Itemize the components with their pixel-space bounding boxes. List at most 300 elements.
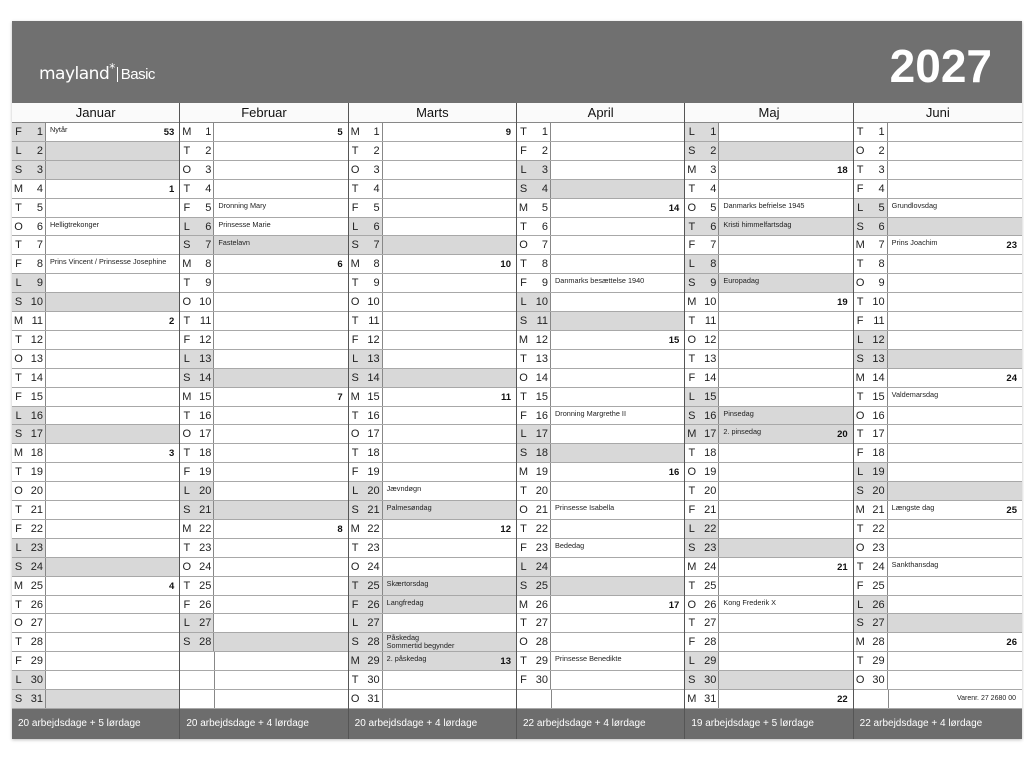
day-row[interactable] [854, 482, 1022, 501]
day-row[interactable] [12, 425, 179, 444]
day-row[interactable] [349, 369, 516, 388]
day-row[interactable] [685, 558, 852, 577]
day-note-cell[interactable] [551, 463, 684, 481]
day-note-cell[interactable] [888, 539, 1022, 557]
day-row[interactable] [854, 123, 1022, 142]
day-note-cell[interactable] [46, 255, 179, 273]
day-row[interactable] [517, 236, 684, 255]
day-note-cell[interactable] [719, 520, 852, 538]
day-note-cell[interactable] [383, 652, 516, 670]
day-row[interactable] [180, 614, 347, 633]
day-row[interactable] [685, 255, 852, 274]
day-row[interactable] [180, 331, 347, 350]
day-note-cell[interactable] [551, 501, 684, 519]
day-row[interactable] [517, 388, 684, 407]
day-note-cell[interactable] [383, 425, 516, 443]
day-note-cell[interactable] [214, 482, 347, 500]
day-row[interactable] [517, 199, 684, 218]
day-note-cell[interactable] [888, 123, 1022, 141]
day-row[interactable] [685, 577, 852, 596]
day-note-cell[interactable] [551, 142, 684, 160]
day-note-cell[interactable] [719, 482, 852, 500]
day-note-cell[interactable] [383, 482, 516, 500]
day-note-cell[interactable] [383, 123, 516, 141]
day-row[interactable] [517, 142, 684, 161]
day-note-cell[interactable] [551, 218, 684, 236]
day-row[interactable] [12, 652, 179, 671]
day-note-cell[interactable] [383, 407, 516, 425]
day-row[interactable] [180, 633, 347, 652]
day-note-cell[interactable] [551, 596, 684, 614]
day-note-cell[interactable] [214, 633, 347, 651]
day-row[interactable] [349, 407, 516, 426]
day-row[interactable] [685, 180, 852, 199]
day-row[interactable] [517, 255, 684, 274]
day-note-cell[interactable] [46, 444, 179, 462]
day-row[interactable] [854, 161, 1022, 180]
day-note-cell[interactable] [888, 444, 1022, 462]
day-note-cell[interactable] [214, 293, 347, 311]
day-note-cell[interactable] [214, 161, 347, 179]
day-note-cell[interactable] [888, 350, 1022, 368]
day-note-cell[interactable] [888, 369, 1022, 387]
day-row[interactable] [349, 444, 516, 463]
day-note-cell[interactable] [888, 218, 1022, 236]
day-row[interactable] [180, 199, 347, 218]
day-note-cell[interactable] [383, 690, 516, 708]
day-note-cell[interactable] [719, 161, 852, 179]
day-note-cell[interactable] [719, 577, 852, 595]
day-note-cell[interactable] [551, 180, 684, 198]
day-note-cell[interactable] [214, 199, 347, 217]
day-row[interactable] [180, 218, 347, 237]
day-row[interactable] [854, 558, 1022, 577]
day-row[interactable] [517, 274, 684, 293]
day-note-cell[interactable] [888, 633, 1022, 651]
day-row[interactable] [180, 520, 347, 539]
day-note-cell[interactable] [888, 577, 1022, 595]
day-row[interactable] [854, 274, 1022, 293]
day-note-cell[interactable] [214, 444, 347, 462]
day-row[interactable] [349, 614, 516, 633]
day-row[interactable] [517, 407, 684, 426]
day-note-cell[interactable] [888, 161, 1022, 179]
day-row[interactable] [854, 180, 1022, 199]
day-note-cell[interactable] [888, 596, 1022, 614]
day-note-cell[interactable] [888, 558, 1022, 576]
day-row[interactable] [180, 161, 347, 180]
day-row[interactable] [517, 463, 684, 482]
day-note-cell[interactable] [46, 161, 179, 179]
day-note-cell[interactable] [719, 463, 852, 481]
day-note-cell[interactable] [46, 180, 179, 198]
day-row[interactable] [854, 463, 1022, 482]
day-row[interactable] [517, 350, 684, 369]
day-row[interactable] [12, 142, 179, 161]
day-note-cell[interactable] [214, 596, 347, 614]
day-row[interactable] [180, 444, 347, 463]
day-row[interactable] [517, 482, 684, 501]
day-row[interactable] [349, 180, 516, 199]
day-note-cell[interactable] [551, 407, 684, 425]
day-note-cell[interactable] [383, 520, 516, 538]
day-row[interactable] [685, 331, 852, 350]
day-note-cell[interactable] [719, 350, 852, 368]
day-row[interactable] [12, 369, 179, 388]
day-note-cell[interactable] [888, 293, 1022, 311]
day-row[interactable] [685, 614, 852, 633]
day-row[interactable] [180, 596, 347, 615]
day-row[interactable] [517, 596, 684, 615]
day-note-cell[interactable] [551, 236, 684, 254]
day-note-cell[interactable] [214, 558, 347, 576]
day-note-cell[interactable] [551, 425, 684, 443]
day-row[interactable] [180, 274, 347, 293]
day-note-cell[interactable] [719, 633, 852, 651]
day-row[interactable] [349, 425, 516, 444]
day-note-cell[interactable] [551, 274, 684, 292]
day-note-cell[interactable] [46, 596, 179, 614]
day-row[interactable] [180, 388, 347, 407]
day-note-cell[interactable] [383, 558, 516, 576]
day-row[interactable] [685, 312, 852, 331]
day-note-cell[interactable] [888, 180, 1022, 198]
day-note-cell[interactable] [214, 369, 347, 387]
day-note-cell[interactable] [214, 274, 347, 292]
day-row[interactable] [349, 539, 516, 558]
day-row[interactable] [685, 199, 852, 218]
day-note-cell[interactable] [551, 539, 684, 557]
day-note-cell[interactable] [888, 312, 1022, 330]
day-row[interactable] [12, 558, 179, 577]
day-note-cell[interactable] [214, 614, 347, 632]
day-note-cell[interactable] [719, 142, 852, 160]
day-row[interactable] [685, 388, 852, 407]
day-note-cell[interactable] [719, 558, 852, 576]
day-row[interactable] [12, 180, 179, 199]
day-note-cell[interactable] [46, 633, 179, 651]
day-row[interactable] [349, 388, 516, 407]
day-row[interactable] [517, 558, 684, 577]
day-row[interactable] [854, 388, 1022, 407]
day-row[interactable] [349, 690, 516, 709]
day-note-cell[interactable] [383, 218, 516, 236]
day-note-cell[interactable] [719, 218, 852, 236]
day-note-cell[interactable] [719, 425, 852, 443]
day-note-cell[interactable] [46, 293, 179, 311]
day-note-cell[interactable] [719, 236, 852, 254]
day-note-cell[interactable] [551, 312, 684, 330]
day-note-cell[interactable] [46, 218, 179, 236]
day-row[interactable] [12, 539, 179, 558]
day-row[interactable] [180, 255, 347, 274]
day-note-cell[interactable] [383, 331, 516, 349]
day-row[interactable] [12, 463, 179, 482]
day-note-cell[interactable] [383, 161, 516, 179]
day-row[interactable] [12, 236, 179, 255]
day-note-cell[interactable] [383, 180, 516, 198]
day-row[interactable] [854, 142, 1022, 161]
day-row[interactable] [685, 690, 852, 709]
day-row[interactable] [349, 633, 516, 652]
day-note-cell[interactable] [214, 463, 347, 481]
day-row[interactable] [349, 577, 516, 596]
day-note-cell[interactable] [719, 123, 852, 141]
day-note-cell[interactable] [719, 596, 852, 614]
day-row[interactable] [517, 369, 684, 388]
day-row[interactable] [854, 444, 1022, 463]
day-note-cell[interactable] [551, 577, 684, 595]
day-row[interactable] [854, 293, 1022, 312]
day-note-cell[interactable] [383, 142, 516, 160]
day-note-cell[interactable] [551, 331, 684, 349]
day-row[interactable] [349, 142, 516, 161]
day-note-cell[interactable] [214, 255, 347, 273]
day-note-cell[interactable] [551, 671, 684, 689]
day-row[interactable] [349, 652, 516, 671]
day-row[interactable] [854, 425, 1022, 444]
day-note-cell[interactable] [46, 425, 179, 443]
day-note-cell[interactable] [383, 236, 516, 254]
day-row[interactable] [180, 180, 347, 199]
day-row[interactable] [349, 312, 516, 331]
day-row[interactable] [12, 444, 179, 463]
day-row[interactable] [12, 199, 179, 218]
day-note-cell[interactable] [214, 501, 347, 519]
day-row[interactable] [517, 633, 684, 652]
day-row[interactable] [349, 218, 516, 237]
day-note-cell[interactable] [551, 652, 684, 670]
day-row[interactable] [517, 425, 684, 444]
day-note-cell[interactable] [719, 293, 852, 311]
day-note-cell[interactable] [888, 331, 1022, 349]
day-note-cell[interactable] [383, 596, 516, 614]
day-row[interactable] [12, 614, 179, 633]
day-row[interactable] [854, 236, 1022, 255]
day-row[interactable] [854, 671, 1022, 690]
day-row[interactable] [180, 425, 347, 444]
day-row[interactable] [12, 312, 179, 331]
day-row[interactable] [349, 671, 516, 690]
day-row[interactable] [180, 293, 347, 312]
day-row[interactable] [854, 407, 1022, 426]
day-note-cell[interactable] [888, 255, 1022, 273]
day-note-cell[interactable] [383, 671, 516, 689]
day-note-cell[interactable] [214, 577, 347, 595]
day-note-cell[interactable] [46, 236, 179, 254]
day-row[interactable] [12, 350, 179, 369]
day-note-cell[interactable] [214, 180, 347, 198]
day-note-cell[interactable] [46, 388, 179, 406]
day-row[interactable] [349, 596, 516, 615]
day-note-cell[interactable] [383, 293, 516, 311]
day-row[interactable] [349, 161, 516, 180]
day-row[interactable] [685, 633, 852, 652]
day-row[interactable] [12, 274, 179, 293]
day-note-cell[interactable] [888, 407, 1022, 425]
day-note-cell[interactable] [46, 123, 179, 141]
day-row[interactable] [12, 596, 179, 615]
day-row[interactable] [854, 614, 1022, 633]
day-note-cell[interactable] [551, 444, 684, 462]
day-note-cell[interactable] [46, 671, 179, 689]
day-note-cell[interactable] [214, 425, 347, 443]
day-row[interactable] [517, 520, 684, 539]
day-note-cell[interactable] [551, 350, 684, 368]
day-row[interactable] [12, 407, 179, 426]
day-note-cell[interactable] [888, 501, 1022, 519]
day-note-cell[interactable] [719, 274, 852, 292]
day-note-cell[interactable] [719, 312, 852, 330]
day-row[interactable] [685, 218, 852, 237]
day-row[interactable] [12, 482, 179, 501]
day-note-cell[interactable] [888, 520, 1022, 538]
day-row[interactable] [685, 236, 852, 255]
day-row[interactable] [180, 312, 347, 331]
day-note-cell[interactable] [46, 142, 179, 160]
day-row[interactable] [517, 444, 684, 463]
day-row[interactable] [517, 577, 684, 596]
day-note-cell[interactable] [214, 123, 347, 141]
day-row[interactable] [12, 633, 179, 652]
day-note-cell[interactable] [551, 369, 684, 387]
day-row[interactable] [180, 463, 347, 482]
day-row[interactable] [517, 501, 684, 520]
day-note-cell[interactable] [214, 142, 347, 160]
day-note-cell[interactable] [214, 407, 347, 425]
day-note-cell[interactable] [46, 199, 179, 217]
day-note-cell[interactable] [888, 199, 1022, 217]
day-note-cell[interactable] [719, 444, 852, 462]
day-row[interactable] [349, 463, 516, 482]
day-row[interactable] [517, 331, 684, 350]
day-row[interactable] [180, 350, 347, 369]
day-note-cell[interactable] [888, 671, 1022, 689]
day-row[interactable] [685, 463, 852, 482]
day-note-cell[interactable] [46, 463, 179, 481]
day-note-cell[interactable] [383, 388, 516, 406]
day-note-cell[interactable] [719, 614, 852, 632]
day-note-cell[interactable] [214, 388, 347, 406]
day-note-cell[interactable] [46, 482, 179, 500]
day-row[interactable] [854, 331, 1022, 350]
day-row[interactable] [685, 293, 852, 312]
day-note-cell[interactable] [214, 520, 347, 538]
day-note-cell[interactable] [214, 236, 347, 254]
day-row[interactable] [854, 369, 1022, 388]
day-row[interactable] [12, 293, 179, 312]
day-row[interactable] [854, 255, 1022, 274]
day-note-cell[interactable] [888, 482, 1022, 500]
day-row[interactable] [180, 501, 347, 520]
day-note-cell[interactable] [46, 652, 179, 670]
day-note-cell[interactable] [551, 633, 684, 651]
day-note-cell[interactable] [719, 407, 852, 425]
day-row[interactable] [349, 331, 516, 350]
day-row[interactable] [349, 199, 516, 218]
day-row[interactable] [12, 123, 179, 142]
day-note-cell[interactable] [46, 407, 179, 425]
day-row[interactable] [349, 255, 516, 274]
day-note-cell[interactable] [888, 388, 1022, 406]
day-row[interactable] [517, 123, 684, 142]
day-row[interactable] [12, 331, 179, 350]
day-row[interactable] [180, 482, 347, 501]
day-note-cell[interactable] [551, 255, 684, 273]
day-note-cell[interactable] [383, 614, 516, 632]
day-row[interactable] [349, 123, 516, 142]
day-row[interactable] [180, 577, 347, 596]
day-row[interactable] [180, 369, 347, 388]
day-row[interactable] [12, 671, 179, 690]
day-row[interactable] [349, 501, 516, 520]
day-note-cell[interactable] [46, 501, 179, 519]
day-row[interactable] [12, 501, 179, 520]
day-note-cell[interactable] [719, 255, 852, 273]
day-row[interactable] [349, 236, 516, 255]
day-row[interactable] [685, 671, 852, 690]
day-note-cell[interactable] [719, 331, 852, 349]
day-row[interactable] [685, 596, 852, 615]
day-note-cell[interactable] [214, 218, 347, 236]
day-row[interactable] [349, 558, 516, 577]
day-note-cell[interactable] [383, 539, 516, 557]
day-note-cell[interactable] [551, 388, 684, 406]
day-note-cell[interactable] [383, 255, 516, 273]
day-row[interactable] [685, 369, 852, 388]
day-row[interactable] [685, 482, 852, 501]
day-row[interactable] [854, 350, 1022, 369]
day-note-cell[interactable] [46, 614, 179, 632]
day-row[interactable] [12, 690, 179, 709]
day-row[interactable] [180, 407, 347, 426]
day-note-cell[interactable] [46, 312, 179, 330]
day-note-cell[interactable] [383, 463, 516, 481]
day-note-cell[interactable] [888, 425, 1022, 443]
day-row[interactable] [854, 199, 1022, 218]
day-note-cell[interactable] [888, 652, 1022, 670]
day-row[interactable] [685, 539, 852, 558]
day-note-cell[interactable] [214, 331, 347, 349]
day-note-cell[interactable] [383, 312, 516, 330]
day-note-cell[interactable] [46, 577, 179, 595]
day-row[interactable] [517, 614, 684, 633]
day-row[interactable] [180, 539, 347, 558]
day-note-cell[interactable] [719, 199, 852, 217]
day-row[interactable] [12, 255, 179, 274]
day-row[interactable] [517, 218, 684, 237]
day-row[interactable] [685, 501, 852, 520]
day-row[interactable] [517, 180, 684, 199]
day-note-cell[interactable] [719, 369, 852, 387]
day-row[interactable] [685, 274, 852, 293]
day-row[interactable] [180, 236, 347, 255]
day-note-cell[interactable] [46, 520, 179, 538]
day-note-cell[interactable] [551, 123, 684, 141]
day-row[interactable] [349, 482, 516, 501]
day-row[interactable] [12, 218, 179, 237]
day-note-cell[interactable] [719, 671, 852, 689]
day-row[interactable] [685, 161, 852, 180]
day-row[interactable] [517, 539, 684, 558]
day-note-cell[interactable] [383, 274, 516, 292]
day-row[interactable] [854, 596, 1022, 615]
day-note-cell[interactable] [46, 539, 179, 557]
day-note-cell[interactable] [888, 274, 1022, 292]
day-note-cell[interactable] [46, 690, 179, 708]
day-row[interactable] [180, 558, 347, 577]
day-row[interactable] [685, 350, 852, 369]
